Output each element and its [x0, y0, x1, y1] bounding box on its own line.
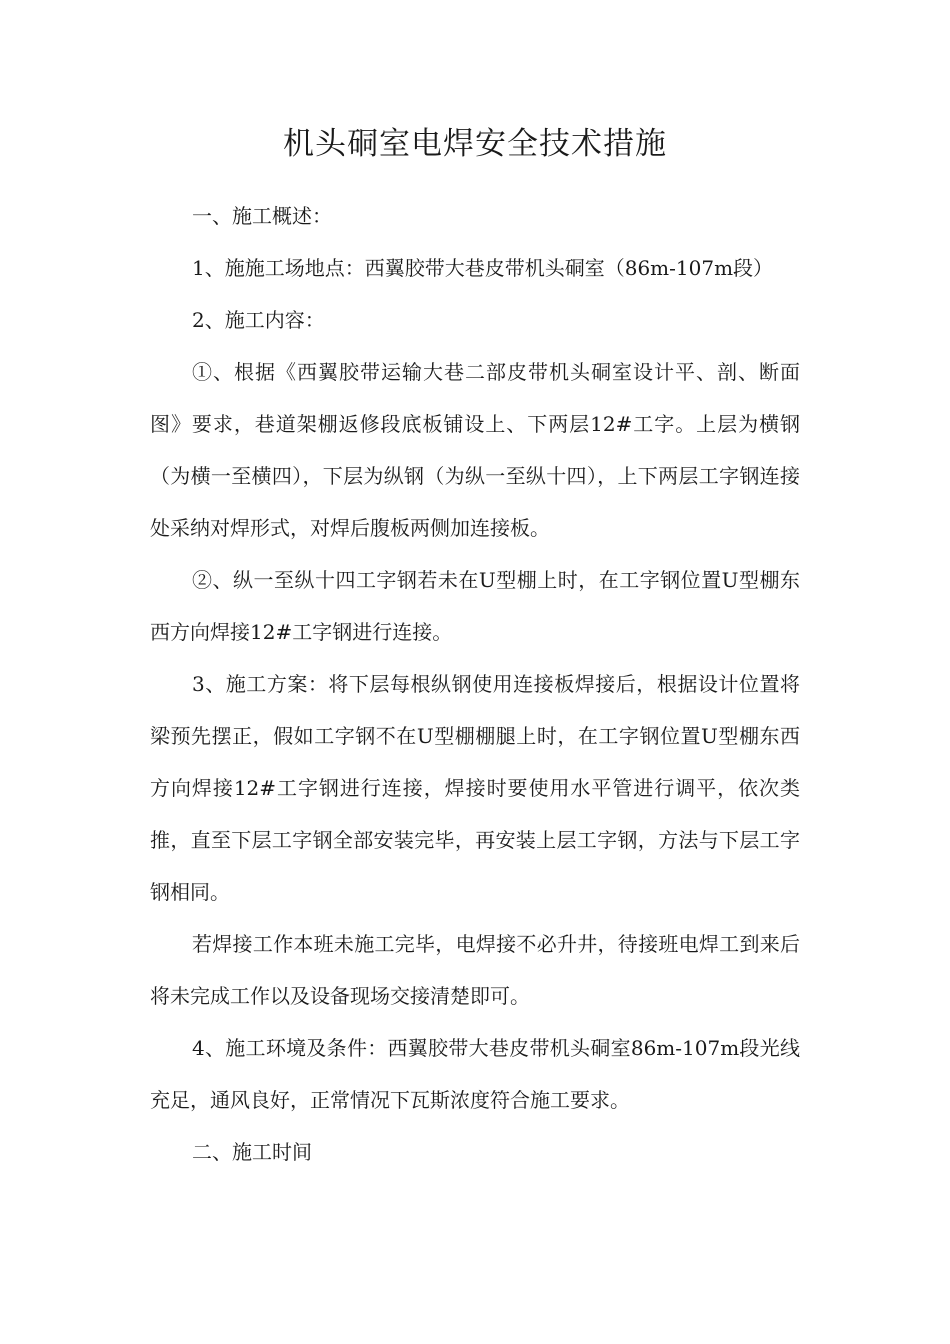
paragraph-handover-note: 若焊接工作本班未施工完毕，电焊接不必升井，待接班电焊工到来后将未完成工作以及设备现场交接清楚即可。: [150, 932, 800, 1008]
paragraph-construction-plan: 3、施工方案：将下层每根纵钢使用连接板焊接后，根据设计位置将梁预先摆正，假如工字钢不在U型棚棚腿上时，在工字钢位置U型棚东西方向焊接12#工字钢进行连接，焊接时要使用水平管进行调平，依次类推，直至下层工字钢全部安装完毕，再安装上层工字钢，方法与下层工字钢相同。: [150, 672, 800, 904]
paragraph-site-location: 1、施施工场地点：西翼胶带大巷皮带机头硐室（86m-107m段）: [192, 256, 774, 280]
paragraph-content-item-2: ②、纵一至纵十四工字钢若未在U型棚上时，在工字钢位置U型棚东西方向焊接12#工字钢进行连接。: [150, 568, 800, 644]
paragraph-content-item-1: ①、根据《西翼胶带运输大巷二部皮带机头硐室设计平、剖、断面图》要求，巷道架棚返修段底板铺设上、下两层12#工字。上层为横钢（为横一至横四），下层为纵钢（为纵一至纵十四），上下两层工字钢连接处采纳对焊形式，对焊后腹板两侧加连接板。: [150, 360, 800, 540]
section-heading-time: 二、施工时间: [192, 1140, 312, 1164]
paragraph-environment: 4、施工环境及条件：西翼胶带大巷皮带机头硐室86m-107m段光线充足，通风良好，正常情况下瓦斯浓度符合施工要求。: [150, 1036, 800, 1112]
paragraph-content-heading: 2、施工内容：: [192, 308, 325, 332]
document-body: [150, 190, 800, 1178]
section-heading-overview: 一、施工概述：: [192, 204, 332, 228]
document-title: 机头硐室电焊安全技术措施: [283, 126, 667, 162]
